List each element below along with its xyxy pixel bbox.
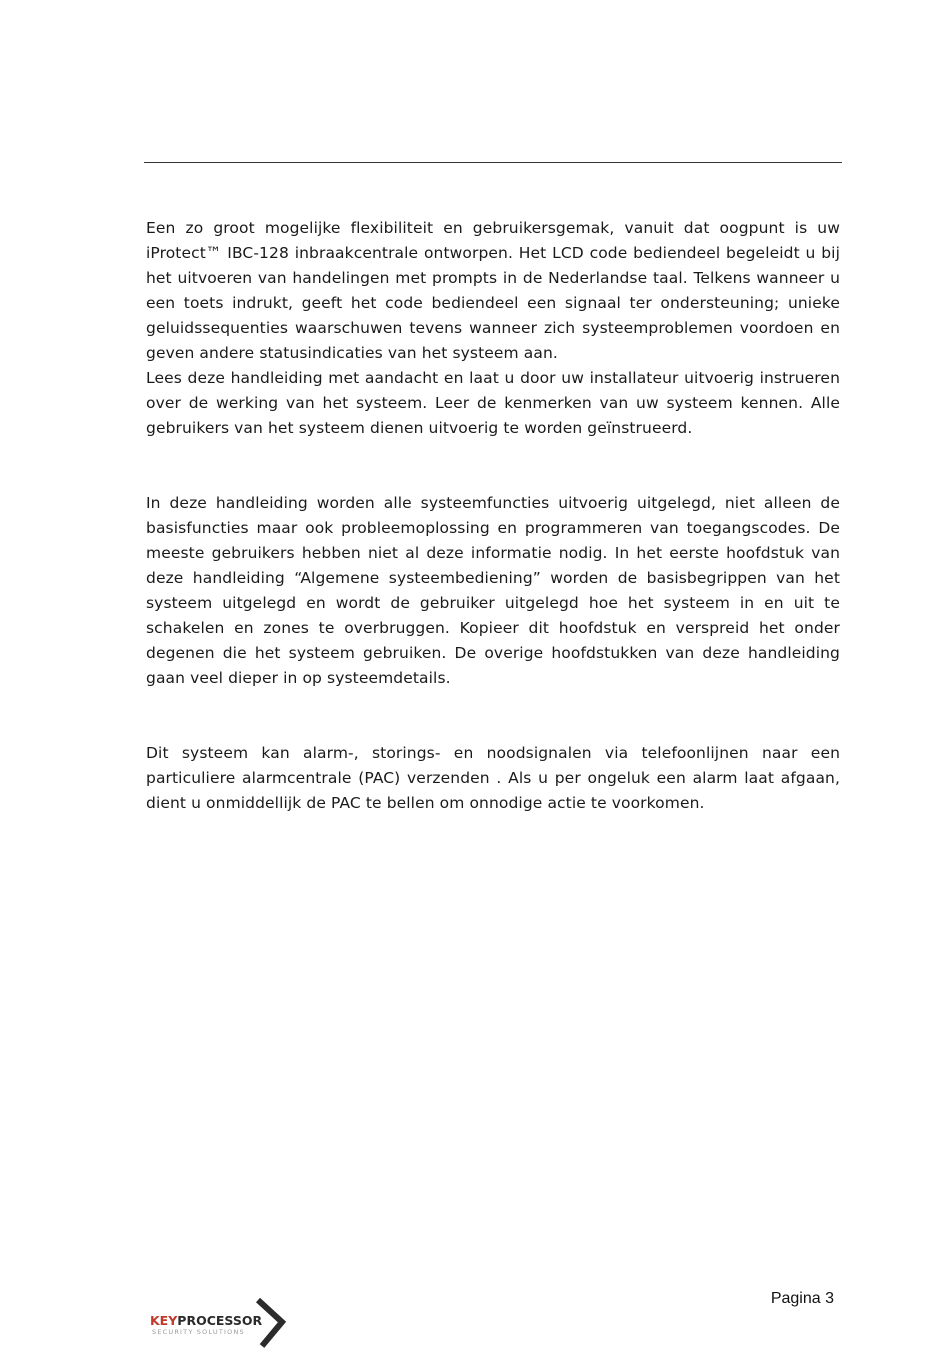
header-divider xyxy=(144,162,842,163)
logo-word-processor: PROCESSOR xyxy=(177,1313,263,1328)
keyprocessor-logo xyxy=(150,1298,290,1350)
keyprocessor-arrow-icon xyxy=(150,1298,290,1350)
page-number: Pagina 3 xyxy=(770,1290,834,1307)
document-body xyxy=(146,216,840,816)
logo-tagline: SECURITY SOLUTIONS xyxy=(152,1328,245,1336)
paragraph-manual-overview: In deze handleiding worden alle systeemfuncties uitvoerig uitgelegd, niet alleen de basisfuncties maar ook probleemoplossing en programmeren van toegangscodes. De meeste gebruikers hebben niet al deze informatie nodig. In het eerste hoofdstuk van deze handleiding “Algemene systeembediening” worden de basisbegrippen van het systeem uitgelegd en wordt de gebruiker uitgelegd hoe het systeem in en uit te schakelen en zones te overbruggen. Kopieer dit hoofdstuk en verspreid het onder degenen die het systeem gebruiken. De overige hoofdstukken van deze handleiding gaan veel dieper in op systeemdetails. xyxy=(146,494,840,687)
paragraph-intro: Een zo groot mogelijke flexibiliteit en gebruikersgemak, vanuit dat oogpunt is uw iProtect™ IBC-128 inbraakcentrale ontworpen. Het LCD code bediendeel begeleidt u bij het uitvoeren van handelingen met prompts in de Nederlandse taal. Telkens wanneer u een toets indrukt, geeft het code bediendeel een signaal ter ondersteuning; unieke geluidssequenties waarschuwen tevens wanneer zich systeemproblemen voordoen en geven andere statusindicaties van het systeem aan. xyxy=(146,219,840,362)
logo-word-key: KEY xyxy=(150,1313,178,1328)
paragraph-alarm-signals: Dit systeem kan alarm-, storings- en noodsignalen via telefoonlijnen naar een particuliere alarmcentrale (PAC) verzenden . Als u per ongeluk een alarm laat afgaan, dient u onmiddellijk de PAC te bellen om onnodige actie te voorkomen. xyxy=(146,744,840,812)
svg-text:KEYPROCESSOR xyxy=(150,1313,262,1328)
paragraph-instruction: Lees deze handleiding met aandacht en laat u door uw installateur uitvoerig instrueren over de werking van het systeem. Leer de kenmerken van uw systeem kennen. Alle gebruikers van het systeem dienen uitvoerig te worden geïnstrueerd. xyxy=(146,369,840,437)
